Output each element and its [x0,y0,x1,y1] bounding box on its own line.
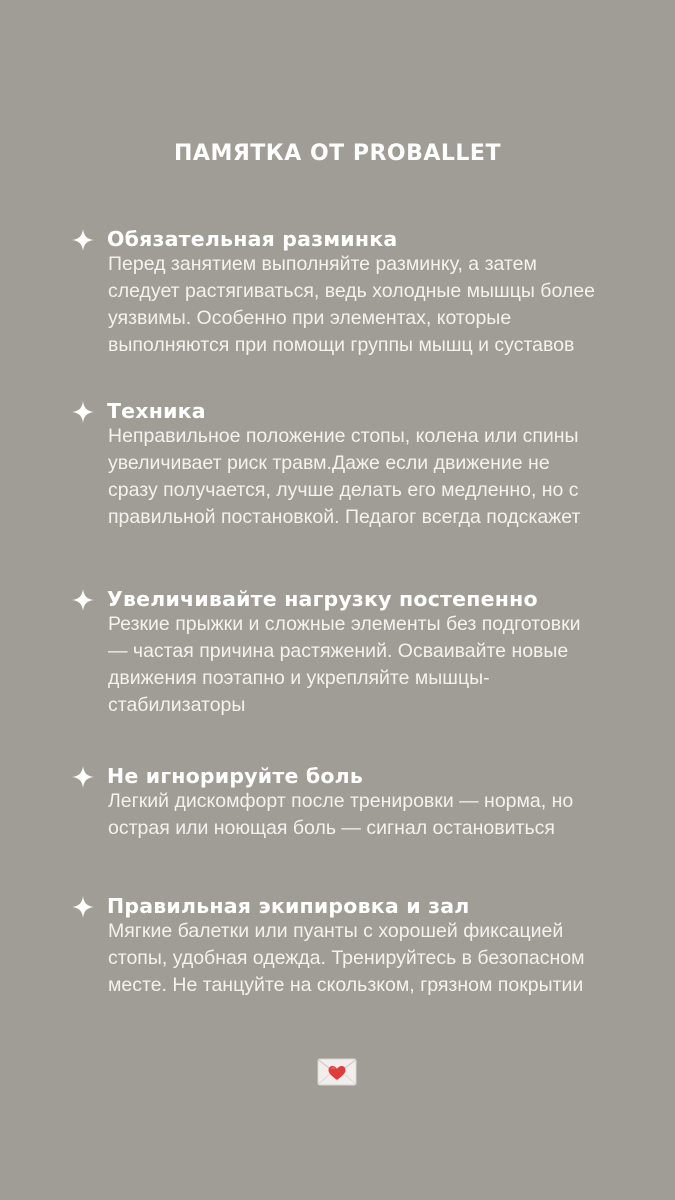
tip-line: — частая причина растяжений. Осваивайте новые [108,640,569,662]
four-point-star-icon [70,587,96,613]
four-point-star-icon [70,399,96,425]
tip-line: следует растягиваться, ведь холодные мышцы более [108,280,595,302]
tip-line: месте. Не танцуйте на скользком, грязном покрытии [108,974,584,996]
four-point-star-icon [70,894,96,920]
tip-body [108,611,608,719]
tip-line: Резкие прыжки и сложные элементы без подготовки [108,613,581,635]
tip-title: Техника [107,399,206,423]
tip-line: движения поэтапно и укрепляйте мышцы- [108,667,490,689]
tip-title: Правильная экипировка и зал [107,894,470,918]
four-point-star-icon [70,227,96,253]
tip-line: Перед занятием выполняйте разминку, а затем [108,253,537,275]
tip-title: Увеличивайте нагрузку постепенно [107,587,538,611]
tip-body [108,788,608,842]
tip-line: сразу получается, лучше делать его медленно, но с [108,479,579,501]
tip-line: правильной постановкой. Педагог всегда подскажет [108,506,581,528]
tip-line: Мягкие балетки или пуанты с хорошей фиксацией [108,920,564,942]
tip-line: увеличивает риск травм.Даже если движение не [108,452,550,474]
tip-body [108,918,608,999]
tip-line: Неправильное положение стопы, колена или спины [108,425,579,447]
page-title: ПАМЯТКА ОТ PROBALLET [174,141,501,166]
four-point-star-icon [70,764,96,790]
tip-title: Обязательная разминка [107,227,398,251]
tip-body [108,251,608,359]
heart-envelope-icon [317,1058,357,1086]
tip-body [108,423,608,531]
tip-line: стабилизаторы [108,694,246,716]
tip-line: острая или ноющая боль — сигнал остановиться [108,817,555,839]
tip-line: стопы, удобная одежда. Тренируйтесь в безопасном [108,947,585,969]
tip-line: Легкий дискомфорт после тренировки — норма, но [108,790,574,812]
tip-title: Не игнорируйте боль [107,764,364,788]
tip-line: выполняются при помощи группы мышц и суставов [108,334,575,356]
tip-line: уязвимы. Особенно при элементах, которые [108,307,512,329]
